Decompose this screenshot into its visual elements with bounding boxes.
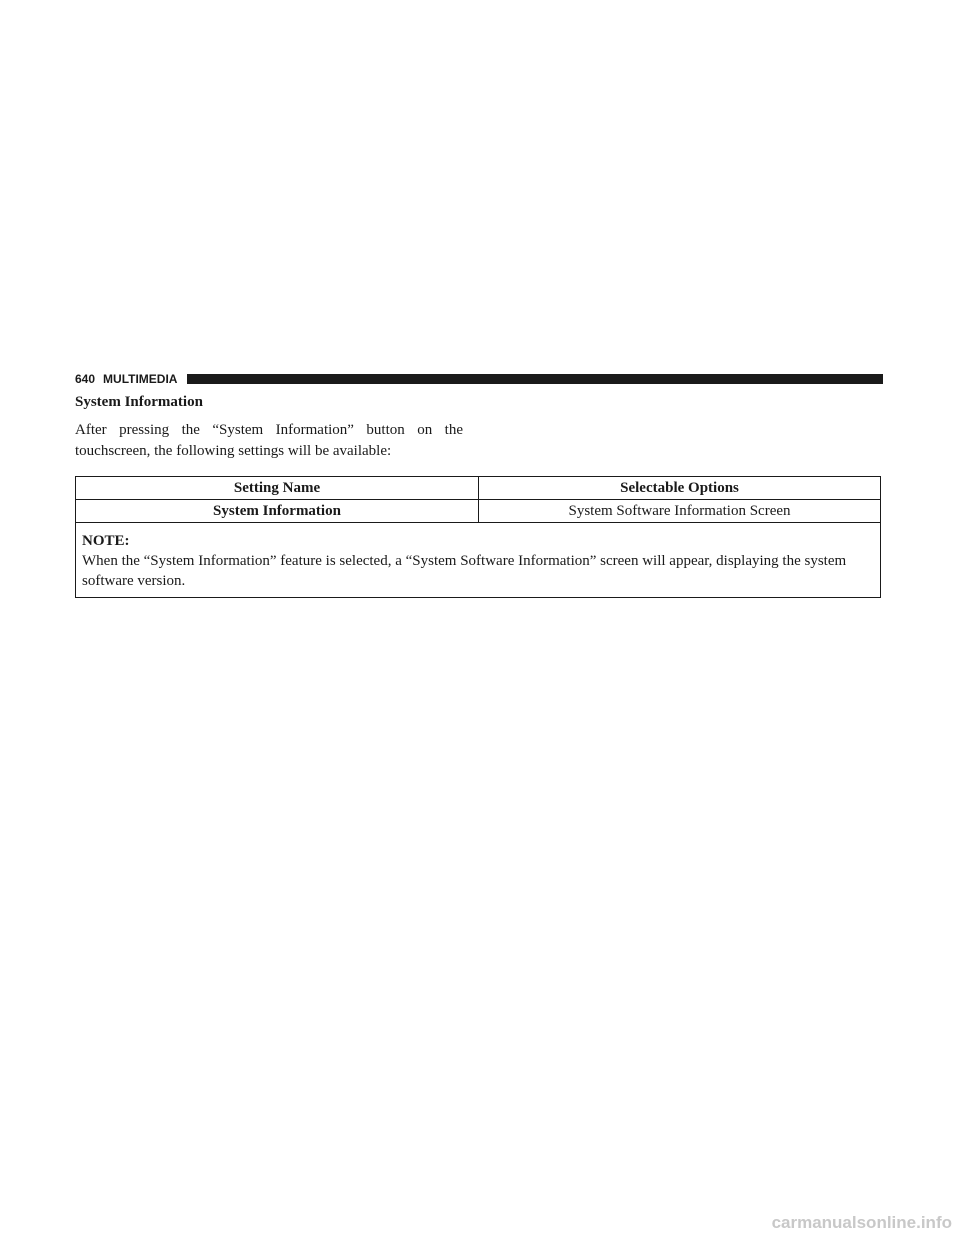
table-row [76, 500, 881, 523]
note-row [76, 523, 881, 598]
column-header-setting-name: Setting Name [76, 477, 479, 500]
watermark: carmanualsonline.info [771, 1213, 952, 1232]
column-header-selectable-options: Selectable Options [479, 477, 881, 500]
selectable-option-cell: System Software Information Screen [479, 500, 881, 523]
note-text: When the “System Information” feature is selected, a “System Software Information” screen will appear, displaying the system software version. [82, 553, 847, 589]
section-heading: System Information [75, 394, 203, 410]
settings-table [75, 476, 881, 598]
header-rule [187, 374, 883, 384]
setting-name-cell: System Information [76, 500, 479, 523]
page-header [75, 372, 883, 386]
note-cell [76, 523, 881, 598]
table-header-row [76, 477, 881, 500]
section-name: MULTIMEDIA [103, 372, 178, 386]
note-title: NOTE: [82, 533, 130, 549]
intro-paragraph: After pressing the “System Information” button on the touchscreen, the following settings will be available: [75, 422, 463, 459]
page-number: 640 [75, 372, 96, 386]
